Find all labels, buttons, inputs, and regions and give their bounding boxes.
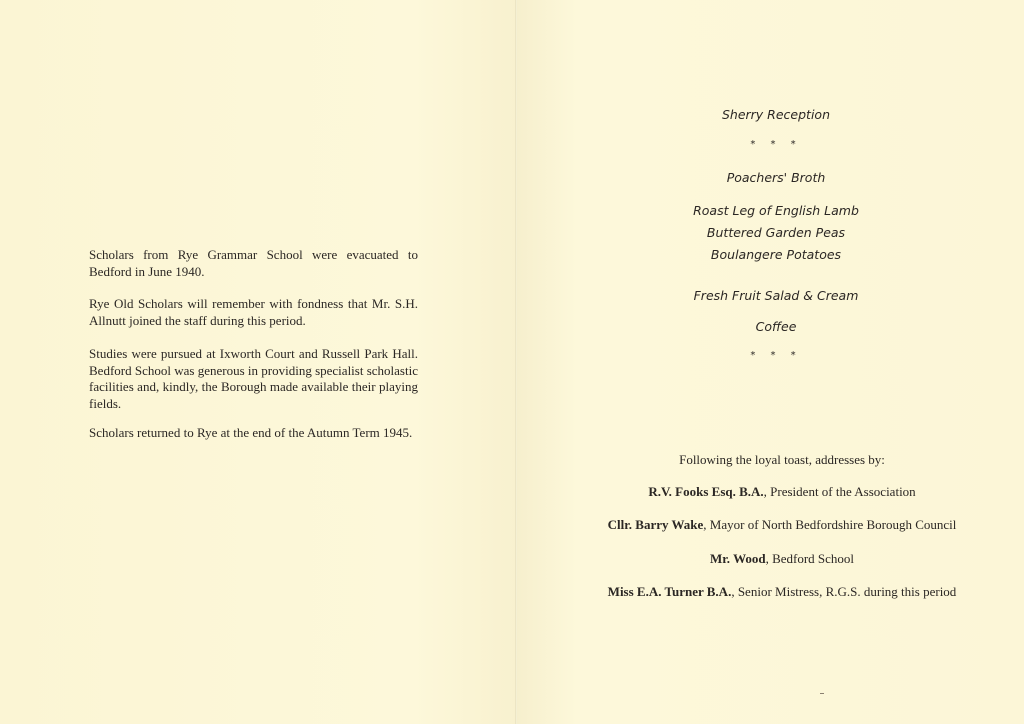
menu-starter: Poachers' Broth bbox=[726, 170, 826, 185]
menu-reception: Sherry Reception bbox=[721, 107, 830, 122]
speaker-role: , Senior Mistress, R.G.S. during this period bbox=[731, 584, 957, 599]
speaker-wake bbox=[540, 517, 1024, 533]
menu-side-peas: Buttered Garden Peas bbox=[706, 225, 846, 240]
paragraph-return: Scholars returned to Rye at the end of the Autumn Term 1945. bbox=[89, 425, 413, 440]
speaker-role: , President of the Association bbox=[763, 484, 916, 499]
speaker-name: Mr. Wood bbox=[709, 551, 766, 566]
menu-separator: * * * bbox=[750, 139, 802, 150]
speaker-role: , Mayor of North Bedfordshire Borough Council bbox=[703, 517, 957, 532]
speaker-role: , Bedford School bbox=[765, 551, 855, 566]
speaker-name: Cllr. Barry Wake bbox=[607, 517, 704, 532]
paragraph-evacuation: Scholars from Rye Grammar School were evacuated to Bedford in June 1940. bbox=[89, 247, 418, 279]
speaker-name: R.V. Fooks Esq. B.A. bbox=[648, 484, 764, 499]
speaker-name: Miss E.A. Turner B.A. bbox=[607, 584, 732, 599]
speaker-fooks bbox=[540, 484, 1024, 500]
menu-separator-end: * * * bbox=[750, 350, 802, 361]
speaker-turner bbox=[540, 584, 1024, 600]
paper-mark bbox=[820, 693, 824, 694]
speakers-intro: Following the loyal toast, addresses by: bbox=[679, 452, 885, 467]
speaker-wood bbox=[540, 551, 1024, 567]
menu-dessert: Fresh Fruit Salad & Cream bbox=[693, 288, 859, 303]
menu-side-potatoes: Boulangere Potatoes bbox=[710, 247, 842, 262]
paragraph-allnutt: Rye Old Scholars will remember with fondness that Mr. S.H. Allnutt joined the staff during this period. bbox=[89, 296, 418, 328]
paragraph-studies: Studies were pursued at Ixworth Court and Russell Park Hall. Bedford School was generous in providing specialist scholastic facilities and, kindly, the Borough made available their playing fields. bbox=[89, 346, 418, 411]
menu-coffee: Coffee bbox=[755, 319, 797, 334]
menu-main-course: Roast Leg of English Lamb bbox=[693, 203, 859, 218]
page-fold bbox=[515, 0, 517, 724]
